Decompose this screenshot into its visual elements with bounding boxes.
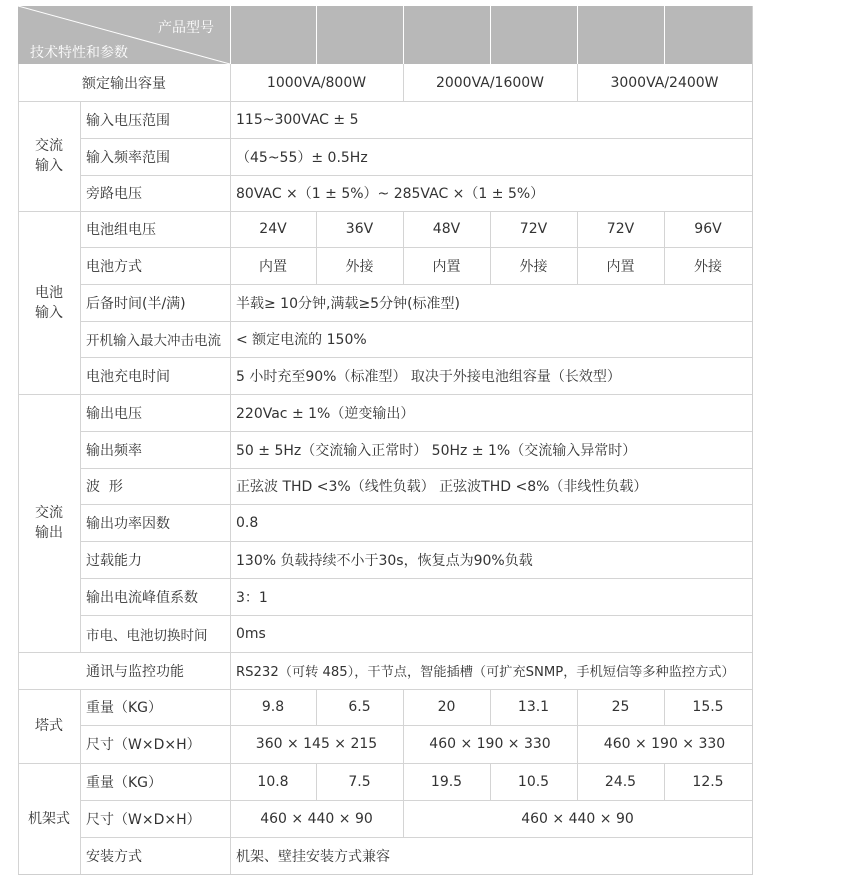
capacity-2k: 2000VA/1600W	[435, 74, 545, 91]
rack-weight-cell: 7.5	[348, 773, 371, 790]
row-label-rack-size: 尺寸（W×D×H）	[86, 811, 201, 828]
pack-voltage-cell: 24V	[259, 221, 287, 237]
pack-voltage-cell: 48V	[432, 221, 461, 237]
row-value-input-freq: （45~55）± 0.5Hz	[236, 149, 368, 166]
tower-weight-cell: 15.5	[692, 699, 724, 715]
row-label-battery-mode: 电池方式	[86, 258, 142, 275]
row-value-mount: 机架、壁挂安装方式兼容	[236, 848, 390, 865]
pack-voltage-cell: 72V	[519, 221, 548, 237]
row-value-backup-time: 半载≥ 10分钟,满载≥5分钟(标准型)	[236, 295, 461, 312]
row-label-mount: 安装方式	[86, 848, 142, 865]
row-value-input-voltage: 115~300VAC ± 5	[236, 111, 359, 128]
group-ac-output: 交流 输出	[35, 505, 63, 541]
group-battery-input: 电池 输入	[35, 284, 63, 321]
tower-weight-cell: 20	[437, 699, 456, 715]
row-label-pack-voltage: 电池组电压	[86, 222, 156, 238]
group-tower: 塔式	[35, 718, 63, 734]
row-label-input-voltage: 输入电压范围	[86, 112, 170, 129]
tower-weight-cell: 25	[611, 699, 630, 715]
pack-voltage-cell: 36V	[345, 221, 374, 237]
row-value-waveform: 正弦波 THD <3%（线性负载） 正弦波THD <8%（非线性负载）	[236, 479, 648, 495]
row-label-rack-weight: 重量（KG）	[86, 774, 163, 791]
group-ac-input: 交流 输入	[35, 138, 63, 174]
row-label-inrush: 开机输入最大冲击电流	[86, 333, 221, 349]
row-value-bypass: 80VAC ×（1 ± 5%）~ 285VAC ×（1 ± 5%）	[236, 186, 545, 202]
rack-weight-cell: 12.5	[692, 773, 724, 790]
row-label-crest-factor: 输出电流峰值系数	[86, 589, 198, 606]
row-label-comm: 通讯与监控功能	[86, 663, 184, 680]
row-value-output-voltage: 220Vac ± 1%（逆变输出）	[236, 405, 415, 422]
row-label-switch-time: 市电、电池切换时间	[86, 627, 208, 644]
capacity-3k: 3000VA/2400W	[610, 74, 719, 91]
row-label-bypass: 旁路电压	[86, 186, 142, 202]
rack-weight-cell: 19.5	[430, 773, 463, 790]
row-label-output-voltage: 输出电压	[86, 405, 142, 422]
header-model-label: 产品型号	[158, 20, 214, 36]
rack-weight-cell: 10.8	[257, 773, 289, 790]
row-value-power-factor: 0.8	[236, 514, 259, 531]
rack-size-cell: 460 × 440 × 90	[521, 810, 634, 827]
row-label-backup-time: 后备时间(半/满)	[86, 295, 186, 312]
tower-size-cell: 460 × 190 × 330	[603, 736, 726, 752]
row-value-crest-factor: 3：1	[236, 589, 268, 606]
battery-mode-cell: 内置	[259, 258, 287, 275]
tower-weight-cell: 13.1	[517, 699, 550, 715]
row-value-output-freq: 50 ± 5Hz（交流输入正常时） 50Hz ± 1%（交流输入异常时）	[236, 442, 637, 459]
group-rack: 机架式	[28, 810, 70, 827]
header-spec-label: 技术特性和参数	[30, 45, 128, 61]
row-label-waveform: 波 形	[86, 479, 123, 495]
rack-size-cell: 460 × 440 × 90	[260, 810, 373, 827]
battery-mode-cell: 内置	[606, 258, 635, 275]
capacity-1k: 1000VA/800W	[266, 74, 367, 91]
row-label-overload: 过载能力	[86, 552, 142, 569]
row-value-switch-time: 0ms	[236, 625, 266, 642]
tower-size-cell: 460 × 190 × 330	[429, 736, 551, 752]
rack-weight-cell: 24.5	[604, 773, 637, 790]
row-value-charge-time: 5 小时充至90%（标准型） 取决于外接电池组容量（长效型）	[236, 368, 621, 385]
tower-weight-cell: 9.8	[261, 699, 285, 715]
row-label-tower-size: 尺寸（W×D×H）	[86, 737, 201, 753]
tower-weight-cell: 6.5	[348, 699, 371, 715]
battery-mode-cell: 外接	[694, 258, 722, 275]
pack-voltage-cell: 72V	[606, 221, 635, 237]
battery-mode-cell: 外接	[519, 258, 548, 275]
row-label-charge-time: 电池充电时间	[86, 368, 170, 385]
rack-weight-cell: 10.5	[517, 773, 550, 790]
battery-mode-cell: 内置	[432, 258, 461, 275]
row-label-input-freq: 输入频率范围	[86, 149, 170, 166]
row-value-inrush: < 额定电流的 150%	[236, 332, 367, 348]
tower-size-cell: 360 × 145 × 215	[255, 736, 378, 752]
row-label-power-factor: 输出功率因数	[86, 515, 170, 532]
capacity-label: 额定输出容量	[82, 75, 166, 92]
row-label-tower-weight: 重量（KG）	[86, 700, 163, 716]
row-label-output-freq: 输出频率	[86, 442, 142, 459]
row-value-overload: 130% 负载持续不小于30s，恢复点为90%负载	[236, 552, 533, 569]
row-value-comm: RS232（可转 485），干节点，智能插槽（可扩充SNMP，手机短信等多种监控方式）	[236, 665, 735, 680]
battery-mode-cell: 外接	[345, 258, 374, 275]
pack-voltage-cell: 96V	[694, 221, 722, 237]
